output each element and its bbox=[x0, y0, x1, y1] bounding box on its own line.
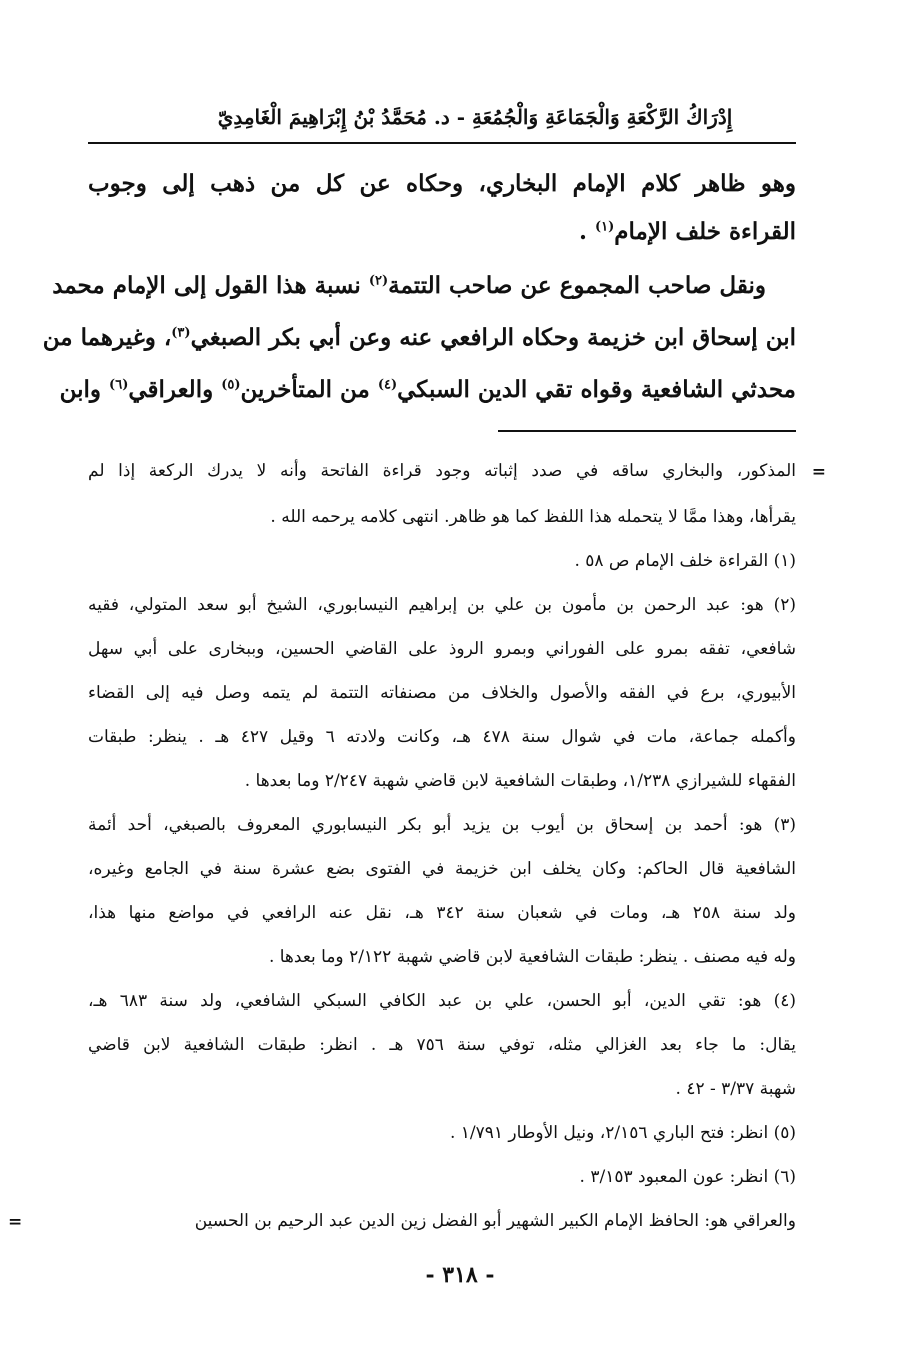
header-rule bbox=[88, 142, 796, 144]
running-header: إِدْرَاكُ الرَّكْعَةِ وَالْجَمَاعَةِ وَالْجُمُعَةِ - د. مُحَمَّدُ بْنُ إِبْرَاهِيمَ الْغَامِدِيّ bbox=[217, 105, 733, 129]
footnote-line-1: المذكور، والبخاري ساقه في صدد إثباته وجود قراءة الفاتحة وأنه لا يدرك الركعة إذا لم bbox=[88, 461, 796, 481]
main-line-3 bbox=[52, 272, 796, 299]
footnote-1: (١) القراءة خلف الإمام ص ٥٨ . bbox=[574, 551, 796, 571]
main-line-4-part-b: ، وغيرهما من bbox=[42, 324, 172, 351]
footnote-3-line-2: الشافعية قال الحاكم: وكان يخلف ابن خزيمة في الفتوى بضع عشرة سنة في الجامع وغيره، bbox=[88, 859, 796, 879]
main-line-2 bbox=[88, 218, 796, 245]
footnote-2-line-2: شافعي، تفقه بمرو على الفوراني وبمرو الروذ على القاضي الحسين، وببخارى على أبي سهل bbox=[88, 639, 796, 659]
main-line-5-part-a: محدثي الشافعية وقواه تقي الدين السبكي bbox=[397, 376, 796, 403]
footnote-2-line-1: (٢) هو: عبد الرحمن بن مأمون بن علي بن إبراهيم النيسابوري، الشيخ أبو سعد المتولي، فقيه bbox=[88, 595, 796, 615]
footnote-4-line-1: (٤) هو: تقي الدين، أبو الحسن، علي بن عبد الكافي السبكي الشافعي، ولد سنة ٦٨٣ هـ، bbox=[88, 991, 796, 1011]
main-line-3-part-b: نسبة هذا القول إلى الإمام محمد bbox=[52, 272, 361, 299]
main-line-4 bbox=[42, 324, 796, 351]
main-line-4-part-a: ابن إسحاق ابن خزيمة وحكاه الرافعي عنه وعن أبي بكر الصبغي bbox=[190, 324, 796, 351]
main-line-5-part-b: من المتأخرين bbox=[240, 376, 370, 403]
continuation-mark-top: = bbox=[811, 462, 826, 482]
sentence-end: . bbox=[578, 218, 595, 245]
footnote-4-line-3: شهبة ٣/٣٧ - ٤٢ . bbox=[675, 1079, 796, 1099]
continuation-mark-bottom: = bbox=[8, 1212, 23, 1232]
footnote-ref-5[interactable]: (٥) bbox=[221, 377, 241, 393]
main-line-2-text: القراءة خلف الإمام bbox=[614, 218, 796, 245]
main-line-3-part-a: ونقل صاحب المجموع عن صاحب التتمة bbox=[388, 272, 766, 299]
footnote-line-2: يقرأها، وهذا ممَّا لا يتحمله هذا اللفظ كما هو ظاهر. انتهى كلامه يرحمه الله . bbox=[270, 507, 796, 527]
main-line-5 bbox=[59, 376, 796, 403]
footnote-2-line-5: الفقهاء للشيرازي ١/٢٣٨، وطبقات الشافعية لابن قاضي شهبة ٢/٢٤٧ وما بعدها . bbox=[244, 771, 796, 791]
footnote-2-line-3: الأبيوري، برع في الفقه والأصول والخلاف من مصنفاته التتمة لم يتمه وصل فيه إلى القضاء bbox=[88, 683, 796, 703]
footnote-3-line-1: (٣) هو: أحمد بن إسحاق بن أيوب بن يزيد أبو بكر النيسابوري المعروف بالصبغي، أحد أئمة bbox=[88, 815, 796, 835]
footnote-ref-1[interactable]: (١) bbox=[594, 219, 615, 235]
footnote-ref-2[interactable]: (٢) bbox=[368, 273, 389, 289]
footnote-3-line-4: وله فيه مصنف . ينظر: طبقات الشافعية لابن قاضي شهبة ٢/١٢٢ وما بعدها . bbox=[268, 947, 796, 967]
main-line-5-part-d: وابن bbox=[59, 376, 102, 403]
footnote-3-line-3: ولد سنة ٢٥٨ هـ، ومات في شعبان سنة ٣٤٢ هـ، نقل عنه الرافعي في مواضع منها هذا، bbox=[88, 903, 796, 923]
page-number: - ٣١٨ - bbox=[425, 1262, 495, 1288]
footnote-2-line-4: وأكمله جماعة، مات في شوال سنة ٤٧٨ هـ، وكانت ولادته ٦ وقيل ٤٢٧ هـ . ينظر: طبقات bbox=[88, 727, 796, 747]
footnote-5: (٥) انظر: فتح الباري ٢/١٥٦، ونيل الأوطار ١/٧٩١ . bbox=[449, 1123, 796, 1143]
main-line-1: وهو ظاهر كلام الإمام البخاري، وحكاه عن كل من ذهب إلى وجوب bbox=[88, 170, 796, 197]
footnote-ref-6[interactable]: (٦) bbox=[109, 377, 129, 393]
footnote-4-line-2: يقال: ما جاء بعد الغزالي مثله، توفي سنة ٧٥٦ هـ . انظر: طبقات الشافعية لابن قاضي bbox=[88, 1035, 796, 1055]
footnote-6: (٦) انظر: عون المعبود ٣/١٥٣ . bbox=[579, 1167, 796, 1187]
footnote-continuation: والعراقي هو: الحافظ الإمام الكبير الشهير أبو الفضل زين الدين عبد الرحيم بن الحسين bbox=[194, 1211, 796, 1231]
main-line-5-part-c: والعراقي bbox=[128, 376, 214, 403]
footnote-ref-4[interactable]: (٤) bbox=[377, 377, 398, 393]
footnote-separator bbox=[498, 430, 796, 432]
footnote-ref-3[interactable]: (٣) bbox=[171, 325, 191, 341]
